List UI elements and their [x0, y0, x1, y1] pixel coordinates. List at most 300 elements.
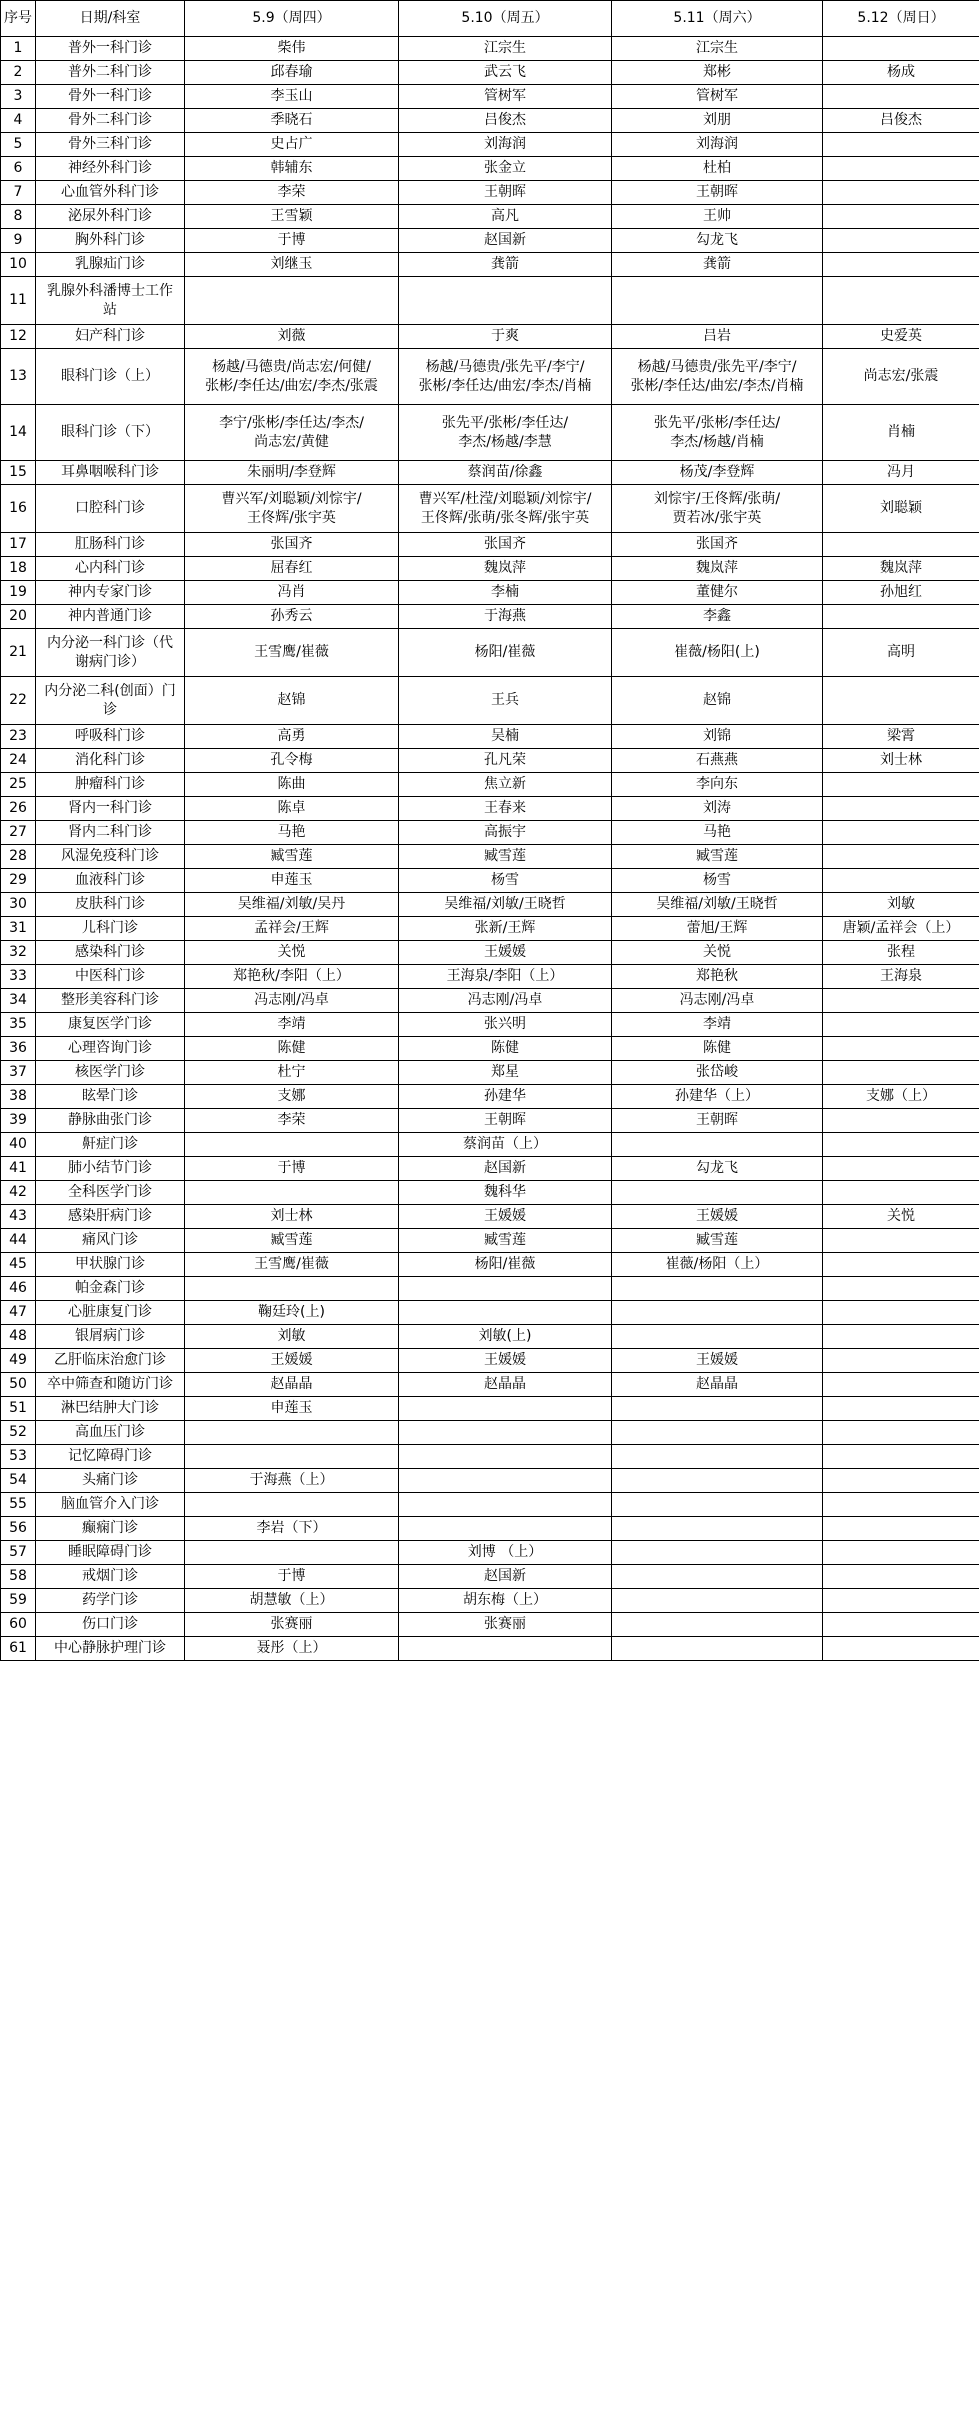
cell-duty-5-12	[823, 1493, 979, 1517]
table-row	[1, 85, 979, 109]
cell-row-number: 5	[1, 133, 36, 157]
cell-row-number: 61	[1, 1637, 36, 1661]
cell-duty-5-9	[185, 1181, 399, 1205]
cell-row-number: 44	[1, 1229, 36, 1253]
cell-row-number: 37	[1, 1061, 36, 1085]
cell-duty-5-12	[823, 989, 979, 1013]
cell-row-number: 22	[1, 677, 36, 725]
cell-duty-5-12	[823, 1613, 979, 1637]
cell-duty-5-9	[185, 1493, 399, 1517]
cell-row-number: 45	[1, 1253, 36, 1277]
cell-row-number: 33	[1, 965, 36, 989]
cell-duty-5-10: 郑星	[399, 1061, 612, 1085]
cell-duty-5-12	[823, 821, 979, 845]
cell-row-number: 18	[1, 557, 36, 581]
cell-department: 呼吸科门诊	[36, 725, 185, 749]
cell-duty-5-10: 王海泉/李阳（上）	[399, 965, 612, 989]
cell-department: 眩晕门诊	[36, 1085, 185, 1109]
cell-department: 皮肤科门诊	[36, 893, 185, 917]
cell-department: 银屑病门诊	[36, 1325, 185, 1349]
table-row	[1, 349, 979, 405]
table-row	[1, 917, 979, 941]
cell-duty-5-12: 王海泉	[823, 965, 979, 989]
cell-duty-5-9: 杨越/马德贵/尚志宏/何健/ 张彬/李任达/曲宏/李杰/张震	[185, 349, 399, 405]
cell-row-number: 28	[1, 845, 36, 869]
table-row	[1, 1109, 979, 1133]
cell-duty-5-10: 于海燕	[399, 605, 612, 629]
cell-duty-5-12	[823, 773, 979, 797]
cell-duty-5-11: 江宗生	[612, 37, 823, 61]
cell-duty-5-11: 李向东	[612, 773, 823, 797]
cell-duty-5-12	[823, 1037, 979, 1061]
cell-department: 心内科门诊	[36, 557, 185, 581]
table-row	[1, 1421, 979, 1445]
cell-department: 全科医学门诊	[36, 1181, 185, 1205]
cell-row-number: 60	[1, 1613, 36, 1637]
cell-duty-5-11: 崔薇/杨阳(上)	[612, 629, 823, 677]
table-row	[1, 133, 979, 157]
table-row	[1, 461, 979, 485]
cell-duty-5-9: 邱春瑜	[185, 61, 399, 85]
cell-duty-5-12	[823, 845, 979, 869]
cell-row-number: 21	[1, 629, 36, 677]
cell-duty-5-9: 李玉山	[185, 85, 399, 109]
cell-row-number: 2	[1, 61, 36, 85]
cell-duty-5-12	[823, 1109, 979, 1133]
cell-row-number: 40	[1, 1133, 36, 1157]
cell-department: 神经外科门诊	[36, 157, 185, 181]
cell-row-number: 14	[1, 405, 36, 461]
table-row	[1, 325, 979, 349]
cell-duty-5-12	[823, 1277, 979, 1301]
cell-duty-5-10: 于爽	[399, 325, 612, 349]
cell-duty-5-11	[612, 1445, 823, 1469]
cell-row-number: 25	[1, 773, 36, 797]
cell-row-number: 13	[1, 349, 36, 405]
header-duty-5-12: 5.12（周日）	[823, 1, 979, 37]
cell-duty-5-11: 杜柏	[612, 157, 823, 181]
table-row	[1, 1469, 979, 1493]
cell-duty-5-12	[823, 37, 979, 61]
cell-department: 康复医学门诊	[36, 1013, 185, 1037]
cell-duty-5-10	[399, 1397, 612, 1421]
cell-duty-5-12	[823, 1445, 979, 1469]
cell-row-number: 56	[1, 1517, 36, 1541]
cell-duty-5-11: 吴维福/刘敏/王晓哲	[612, 893, 823, 917]
cell-duty-5-9: 申莲玉	[185, 869, 399, 893]
cell-duty-5-12: 高明	[823, 629, 979, 677]
table-row	[1, 1013, 979, 1037]
table-row	[1, 965, 979, 989]
cell-duty-5-9: 陈曲	[185, 773, 399, 797]
cell-duty-5-10: 杨越/马德贵/张先平/李宁/ 张彬/李任达/曲宏/李杰/肖楠	[399, 349, 612, 405]
cell-department: 乙肝临床治愈门诊	[36, 1349, 185, 1373]
cell-department: 口腔科门诊	[36, 485, 185, 533]
cell-duty-5-12: 尚志宏/张震	[823, 349, 979, 405]
cell-department: 心脏康复门诊	[36, 1301, 185, 1325]
cell-duty-5-9: 于博	[185, 1565, 399, 1589]
table-row	[1, 1541, 979, 1565]
table-row	[1, 1205, 979, 1229]
cell-department: 肾内二科门诊	[36, 821, 185, 845]
cell-duty-5-11: 郑彬	[612, 61, 823, 85]
header-row-number: 序号	[1, 1, 36, 37]
cell-duty-5-9: 冯肖	[185, 581, 399, 605]
cell-department: 妇产科门诊	[36, 325, 185, 349]
cell-duty-5-11: 勾龙飞	[612, 1157, 823, 1181]
cell-duty-5-9: 冯志刚/冯卓	[185, 989, 399, 1013]
cell-row-number: 38	[1, 1085, 36, 1109]
cell-duty-5-10: 臧雪莲	[399, 845, 612, 869]
cell-duty-5-11: 魏岚萍	[612, 557, 823, 581]
cell-duty-5-10: 赵国新	[399, 1565, 612, 1589]
cell-row-number: 49	[1, 1349, 36, 1373]
cell-duty-5-11	[612, 1397, 823, 1421]
cell-duty-5-11: 张先平/张彬/李任达/ 李杰/杨越/肖楠	[612, 405, 823, 461]
cell-duty-5-11: 马艳	[612, 821, 823, 845]
cell-duty-5-10	[399, 1421, 612, 1445]
cell-duty-5-10	[399, 1277, 612, 1301]
cell-row-number: 12	[1, 325, 36, 349]
cell-duty-5-12: 刘敏	[823, 893, 979, 917]
cell-duty-5-9: 王雪颖	[185, 205, 399, 229]
cell-duty-5-10: 孔凡荣	[399, 749, 612, 773]
cell-duty-5-9: 关悦	[185, 941, 399, 965]
table-row	[1, 725, 979, 749]
cell-row-number: 26	[1, 797, 36, 821]
cell-duty-5-9	[185, 1277, 399, 1301]
cell-duty-5-10: 蔡润苗/徐鑫	[399, 461, 612, 485]
table-row	[1, 1253, 979, 1277]
table-row	[1, 277, 979, 325]
cell-department: 眼科门诊（下）	[36, 405, 185, 461]
cell-duty-5-11: 张国齐	[612, 533, 823, 557]
cell-duty-5-11: 赵晶晶	[612, 1373, 823, 1397]
cell-duty-5-9	[185, 1133, 399, 1157]
table-row	[1, 1181, 979, 1205]
cell-row-number: 10	[1, 253, 36, 277]
table-row	[1, 1037, 979, 1061]
cell-duty-5-12	[823, 157, 979, 181]
cell-department: 甲状腺门诊	[36, 1253, 185, 1277]
cell-row-number: 59	[1, 1589, 36, 1613]
cell-duty-5-10	[399, 1469, 612, 1493]
cell-duty-5-10	[399, 1637, 612, 1661]
cell-duty-5-11	[612, 1181, 823, 1205]
cell-duty-5-9: 于博	[185, 1157, 399, 1181]
cell-duty-5-9: 胡慧敏（上）	[185, 1589, 399, 1613]
cell-duty-5-11	[612, 1493, 823, 1517]
cell-duty-5-10: 吴维福/刘敏/王晓哲	[399, 893, 612, 917]
cell-duty-5-9	[185, 277, 399, 325]
cell-duty-5-9: 屈春红	[185, 557, 399, 581]
cell-duty-5-10: 张先平/张彬/李任达/ 李杰/杨越/李慧	[399, 405, 612, 461]
cell-row-number: 46	[1, 1277, 36, 1301]
cell-row-number: 35	[1, 1013, 36, 1037]
cell-department: 心血管外科门诊	[36, 181, 185, 205]
header-duty-5-11: 5.11（周六）	[612, 1, 823, 37]
cell-duty-5-9: 王媛媛	[185, 1349, 399, 1373]
cell-duty-5-12	[823, 1397, 979, 1421]
cell-row-number: 39	[1, 1109, 36, 1133]
cell-department: 核医学门诊	[36, 1061, 185, 1085]
table-row	[1, 253, 979, 277]
cell-duty-5-10: 高凡	[399, 205, 612, 229]
cell-row-number: 51	[1, 1397, 36, 1421]
cell-department: 感染肝病门诊	[36, 1205, 185, 1229]
table-row	[1, 869, 979, 893]
cell-duty-5-12	[823, 1013, 979, 1037]
cell-department: 鼾症门诊	[36, 1133, 185, 1157]
cell-duty-5-12: 肖楠	[823, 405, 979, 461]
cell-department: 静脉曲张门诊	[36, 1109, 185, 1133]
cell-duty-5-9: 陈健	[185, 1037, 399, 1061]
cell-duty-5-9: 张国齐	[185, 533, 399, 557]
cell-department: 戒烟门诊	[36, 1565, 185, 1589]
cell-duty-5-9: 臧雪莲	[185, 1229, 399, 1253]
cell-duty-5-11	[612, 1277, 823, 1301]
cell-duty-5-12: 魏岚萍	[823, 557, 979, 581]
cell-duty-5-12	[823, 869, 979, 893]
cell-duty-5-10: 赵国新	[399, 229, 612, 253]
cell-duty-5-10: 张赛丽	[399, 1613, 612, 1637]
cell-department: 高血压门诊	[36, 1421, 185, 1445]
table-row	[1, 773, 979, 797]
cell-duty-5-11: 郑艳秋	[612, 965, 823, 989]
cell-duty-5-9: 臧雪莲	[185, 845, 399, 869]
cell-duty-5-11: 王朝晖	[612, 181, 823, 205]
cell-duty-5-9: 刘敏	[185, 1325, 399, 1349]
table-row	[1, 1157, 979, 1181]
table-row	[1, 1349, 979, 1373]
cell-duty-5-11: 王帅	[612, 205, 823, 229]
cell-department: 淋巴结肿大门诊	[36, 1397, 185, 1421]
cell-row-number: 55	[1, 1493, 36, 1517]
cell-duty-5-10: 张国齐	[399, 533, 612, 557]
cell-row-number: 42	[1, 1181, 36, 1205]
cell-duty-5-10: 曹兴军/杜滢/刘聪颖/刘悰宇/ 王佟辉/张萌/张冬辉/张宇英	[399, 485, 612, 533]
cell-duty-5-9: 申莲玉	[185, 1397, 399, 1421]
cell-duty-5-12	[823, 1541, 979, 1565]
cell-duty-5-9	[185, 1421, 399, 1445]
cell-department: 儿科门诊	[36, 917, 185, 941]
cell-duty-5-12	[823, 205, 979, 229]
cell-duty-5-10: 王媛媛	[399, 1205, 612, 1229]
cell-duty-5-12	[823, 1565, 979, 1589]
cell-duty-5-10	[399, 1301, 612, 1325]
cell-duty-5-9: 鞠廷玲(上)	[185, 1301, 399, 1325]
cell-duty-5-9: 王雪鹰/崔薇	[185, 1253, 399, 1277]
cell-row-number: 29	[1, 869, 36, 893]
cell-duty-5-11: 管树军	[612, 85, 823, 109]
cell-department: 乳腺外科潘博士工作 站	[36, 277, 185, 325]
cell-department: 乳腺疝门诊	[36, 253, 185, 277]
cell-duty-5-12	[823, 1517, 979, 1541]
cell-department: 伤口门诊	[36, 1613, 185, 1637]
table-row	[1, 533, 979, 557]
cell-duty-5-9: 赵晶晶	[185, 1373, 399, 1397]
cell-department: 癫痫门诊	[36, 1517, 185, 1541]
cell-duty-5-10: 李楠	[399, 581, 612, 605]
cell-department: 神内普通门诊	[36, 605, 185, 629]
cell-department: 内分泌二科(创面）门 诊	[36, 677, 185, 725]
cell-duty-5-12: 杨成	[823, 61, 979, 85]
cell-duty-5-9: 柴伟	[185, 37, 399, 61]
cell-duty-5-10: 龚箭	[399, 253, 612, 277]
cell-department: 药学门诊	[36, 1589, 185, 1613]
cell-duty-5-9: 高勇	[185, 725, 399, 749]
cell-duty-5-11: 李鑫	[612, 605, 823, 629]
cell-row-number: 4	[1, 109, 36, 133]
cell-duty-5-12	[823, 181, 979, 205]
cell-duty-5-11	[612, 1469, 823, 1493]
cell-duty-5-11	[612, 1133, 823, 1157]
cell-duty-5-12: 支娜（上）	[823, 1085, 979, 1109]
cell-department: 整形美容科门诊	[36, 989, 185, 1013]
cell-duty-5-11: 龚箭	[612, 253, 823, 277]
cell-duty-5-10: 焦立新	[399, 773, 612, 797]
cell-duty-5-11: 刘朋	[612, 109, 823, 133]
table-row	[1, 605, 979, 629]
cell-row-number: 50	[1, 1373, 36, 1397]
cell-department: 帕金森门诊	[36, 1277, 185, 1301]
cell-duty-5-11: 陈健	[612, 1037, 823, 1061]
table-row	[1, 37, 979, 61]
table-row	[1, 1277, 979, 1301]
cell-row-number: 8	[1, 205, 36, 229]
cell-duty-5-11	[612, 277, 823, 325]
table-row	[1, 1229, 979, 1253]
cell-department: 中医科门诊	[36, 965, 185, 989]
cell-duty-5-10: 臧雪莲	[399, 1229, 612, 1253]
cell-duty-5-11: 杨雪	[612, 869, 823, 893]
cell-department: 血液科门诊	[36, 869, 185, 893]
cell-duty-5-11	[612, 1589, 823, 1613]
cell-department: 头痛门诊	[36, 1469, 185, 1493]
table-row	[1, 1493, 979, 1517]
cell-duty-5-11	[612, 1517, 823, 1541]
cell-duty-5-12	[823, 1133, 979, 1157]
cell-duty-5-9: 于博	[185, 229, 399, 253]
cell-duty-5-11	[612, 1325, 823, 1349]
cell-duty-5-11: 臧雪莲	[612, 845, 823, 869]
table-row	[1, 677, 979, 725]
cell-duty-5-12: 关悦	[823, 1205, 979, 1229]
cell-duty-5-11: 关悦	[612, 941, 823, 965]
table-row	[1, 205, 979, 229]
cell-duty-5-10: 武云飞	[399, 61, 612, 85]
table-row	[1, 1565, 979, 1589]
cell-duty-5-11	[612, 1541, 823, 1565]
cell-row-number: 11	[1, 277, 36, 325]
cell-department: 普外二科门诊	[36, 61, 185, 85]
cell-duty-5-10: 管树军	[399, 85, 612, 109]
cell-duty-5-12	[823, 1061, 979, 1085]
table-row	[1, 557, 979, 581]
cell-duty-5-9: 赵锦	[185, 677, 399, 725]
cell-duty-5-9: 刘薇	[185, 325, 399, 349]
cell-duty-5-9: 杜宁	[185, 1061, 399, 1085]
table-row	[1, 229, 979, 253]
cell-duty-5-9: 刘士林	[185, 1205, 399, 1229]
cell-department: 骨外一科门诊	[36, 85, 185, 109]
cell-row-number: 32	[1, 941, 36, 965]
cell-department: 耳鼻咽喉科门诊	[36, 461, 185, 485]
cell-duty-5-12	[823, 1589, 979, 1613]
cell-duty-5-11: 杨越/马德贵/张先平/李宁/ 张彬/李任达/曲宏/李杰/肖楠	[612, 349, 823, 405]
cell-duty-5-9: 陈卓	[185, 797, 399, 821]
cell-duty-5-10: 王兵	[399, 677, 612, 725]
cell-duty-5-12	[823, 1253, 979, 1277]
cell-duty-5-9: 李靖	[185, 1013, 399, 1037]
table-row	[1, 1637, 979, 1661]
cell-department: 心理咨询门诊	[36, 1037, 185, 1061]
cell-department: 感染科门诊	[36, 941, 185, 965]
cell-duty-5-12	[823, 133, 979, 157]
cell-duty-5-11: 崔薇/杨阳（上）	[612, 1253, 823, 1277]
cell-duty-5-9: 支娜	[185, 1085, 399, 1109]
cell-duty-5-10: 王朝晖	[399, 181, 612, 205]
cell-duty-5-11	[612, 1637, 823, 1661]
cell-duty-5-9: 王雪鹰/崔薇	[185, 629, 399, 677]
cell-department: 消化科门诊	[36, 749, 185, 773]
cell-duty-5-9: 于海燕（上）	[185, 1469, 399, 1493]
cell-duty-5-10: 王媛媛	[399, 1349, 612, 1373]
cell-duty-5-12	[823, 1229, 979, 1253]
cell-duty-5-11	[612, 1421, 823, 1445]
cell-duty-5-10: 胡东梅（上）	[399, 1589, 612, 1613]
cell-duty-5-12: 孙旭红	[823, 581, 979, 605]
cell-duty-5-12: 张程	[823, 941, 979, 965]
cell-duty-5-11: 蕾旭/王辉	[612, 917, 823, 941]
cell-duty-5-12	[823, 1157, 979, 1181]
table-row	[1, 1373, 979, 1397]
cell-duty-5-11: 勾龙飞	[612, 229, 823, 253]
cell-row-number: 58	[1, 1565, 36, 1589]
cell-row-number: 1	[1, 37, 36, 61]
cell-department: 内分泌一科门诊（代 谢病门诊）	[36, 629, 185, 677]
cell-department: 肺小结节门诊	[36, 1157, 185, 1181]
cell-duty-5-9: 朱丽明/李登辉	[185, 461, 399, 485]
cell-department: 卒中筛查和随访门诊	[36, 1373, 185, 1397]
cell-row-number: 15	[1, 461, 36, 485]
cell-duty-5-12	[823, 605, 979, 629]
cell-duty-5-11: 孙建华（上）	[612, 1085, 823, 1109]
cell-row-number: 23	[1, 725, 36, 749]
cell-duty-5-12: 吕俊杰	[823, 109, 979, 133]
cell-department: 睡眠障碍门诊	[36, 1541, 185, 1565]
cell-duty-5-10: 陈健	[399, 1037, 612, 1061]
cell-duty-5-10: 江宗生	[399, 37, 612, 61]
table-row	[1, 1445, 979, 1469]
cell-duty-5-12	[823, 1421, 979, 1445]
header-department: 日期/科室	[36, 1, 185, 37]
cell-duty-5-10: 刘海润	[399, 133, 612, 157]
cell-duty-5-10: 刘博 （上）	[399, 1541, 612, 1565]
cell-duty-5-11: 赵锦	[612, 677, 823, 725]
cell-duty-5-11: 吕岩	[612, 325, 823, 349]
cell-duty-5-12	[823, 533, 979, 557]
cell-duty-5-12: 史爱英	[823, 325, 979, 349]
cell-duty-5-9: 曹兴军/刘聪颖/刘悰宇/ 王佟辉/张宇英	[185, 485, 399, 533]
cell-duty-5-10: 杨阳/崔薇	[399, 1253, 612, 1277]
cell-row-number: 17	[1, 533, 36, 557]
cell-duty-5-10	[399, 277, 612, 325]
cell-duty-5-11: 石燕燕	[612, 749, 823, 773]
table-row	[1, 797, 979, 821]
cell-duty-5-9: 韩辅东	[185, 157, 399, 181]
header-duty-5-9: 5.9（周四）	[185, 1, 399, 37]
